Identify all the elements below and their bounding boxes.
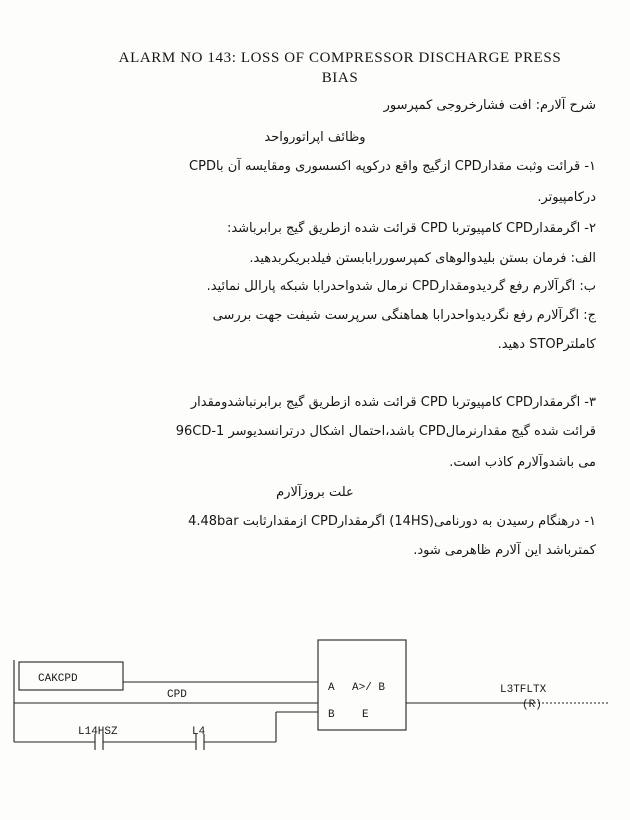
block-input-a: A: [328, 682, 335, 694]
cause-1-line-2: کمترباشد این آلارم ظاهرمی شود.: [413, 543, 596, 558]
block-function: A>/ B: [352, 682, 386, 694]
input-box-label: CAKCPD: [38, 673, 78, 685]
step-2-line-1: ۲- اگرمقدارCPD کامپیوتربا CPD قرائت شده ازطریق گیج برابرباشد:: [226, 221, 596, 236]
step-2-c-line-1: ج: اگرآلارم رفع نگردیدواحدرابا هماهنگی سرپرست شیفت جهت بررسی: [212, 308, 596, 323]
operator-duties-heading: وظائف اپراتورواحد: [264, 130, 366, 145]
contact1-label: L14HSZ: [78, 726, 118, 738]
contact2-label: L4: [192, 726, 206, 738]
step-2-c-line-2: کاملترSTOP دهید.: [497, 337, 596, 352]
step-1-line-2: درکامپیوتر.: [537, 190, 596, 205]
step-1-line-1: ۱- قرائت وثبت مقدارCPD ازگیج واقع درکوپه اکسسوری ومقایسه آن باCPD: [189, 159, 596, 174]
alarm-title-line-1: ALARM NO 143: LOSS OF COMPRESSOR DISCHARGE PRESS: [118, 50, 562, 66]
step-2-b: ب: اگرآلارم رفع گردیدومقدارCPD نرمال شدواحدرابا شبکه پارالل نمائید.: [206, 279, 596, 294]
block-input-b: B: [328, 709, 335, 721]
block-output-e: E: [362, 709, 369, 721]
alarm-title-line-2: BIAS: [321, 70, 359, 86]
cpd-signal-label: CPD: [167, 689, 187, 701]
cause-1-line-1: ۱- درهنگام رسیدن به دورنامی(14HS) اگرمقدارCPD ازمقدارثابت 4.48bar: [188, 514, 596, 529]
step-2-a: الف: فرمان بستن بلیدوالوهای کمپرسوررابابستن فیلدبریکربدهید.: [249, 251, 596, 266]
output-name: L3TFLTX: [500, 684, 547, 696]
alarm-cause-heading: علت بروزآلارم: [276, 485, 354, 500]
step-3-line-1: ۳- اگرمقدارCPD کامپیوتربا CPD قرائت شده ازطریق گیج برابرنباشدومقدار: [190, 395, 596, 410]
step-3-line-3: می باشدوآلارم کاذب است.: [449, 455, 596, 470]
output-retentive: (R): [522, 699, 542, 711]
alarm-description: شرح آلارم: افت فشارخروجی کمپرسور: [383, 98, 596, 113]
step-3-line-2: قرائت شده گیج مقدارنرمالCPD باشد،احتمال اشکال درترانسدیوسر 96CD-1: [175, 424, 596, 439]
